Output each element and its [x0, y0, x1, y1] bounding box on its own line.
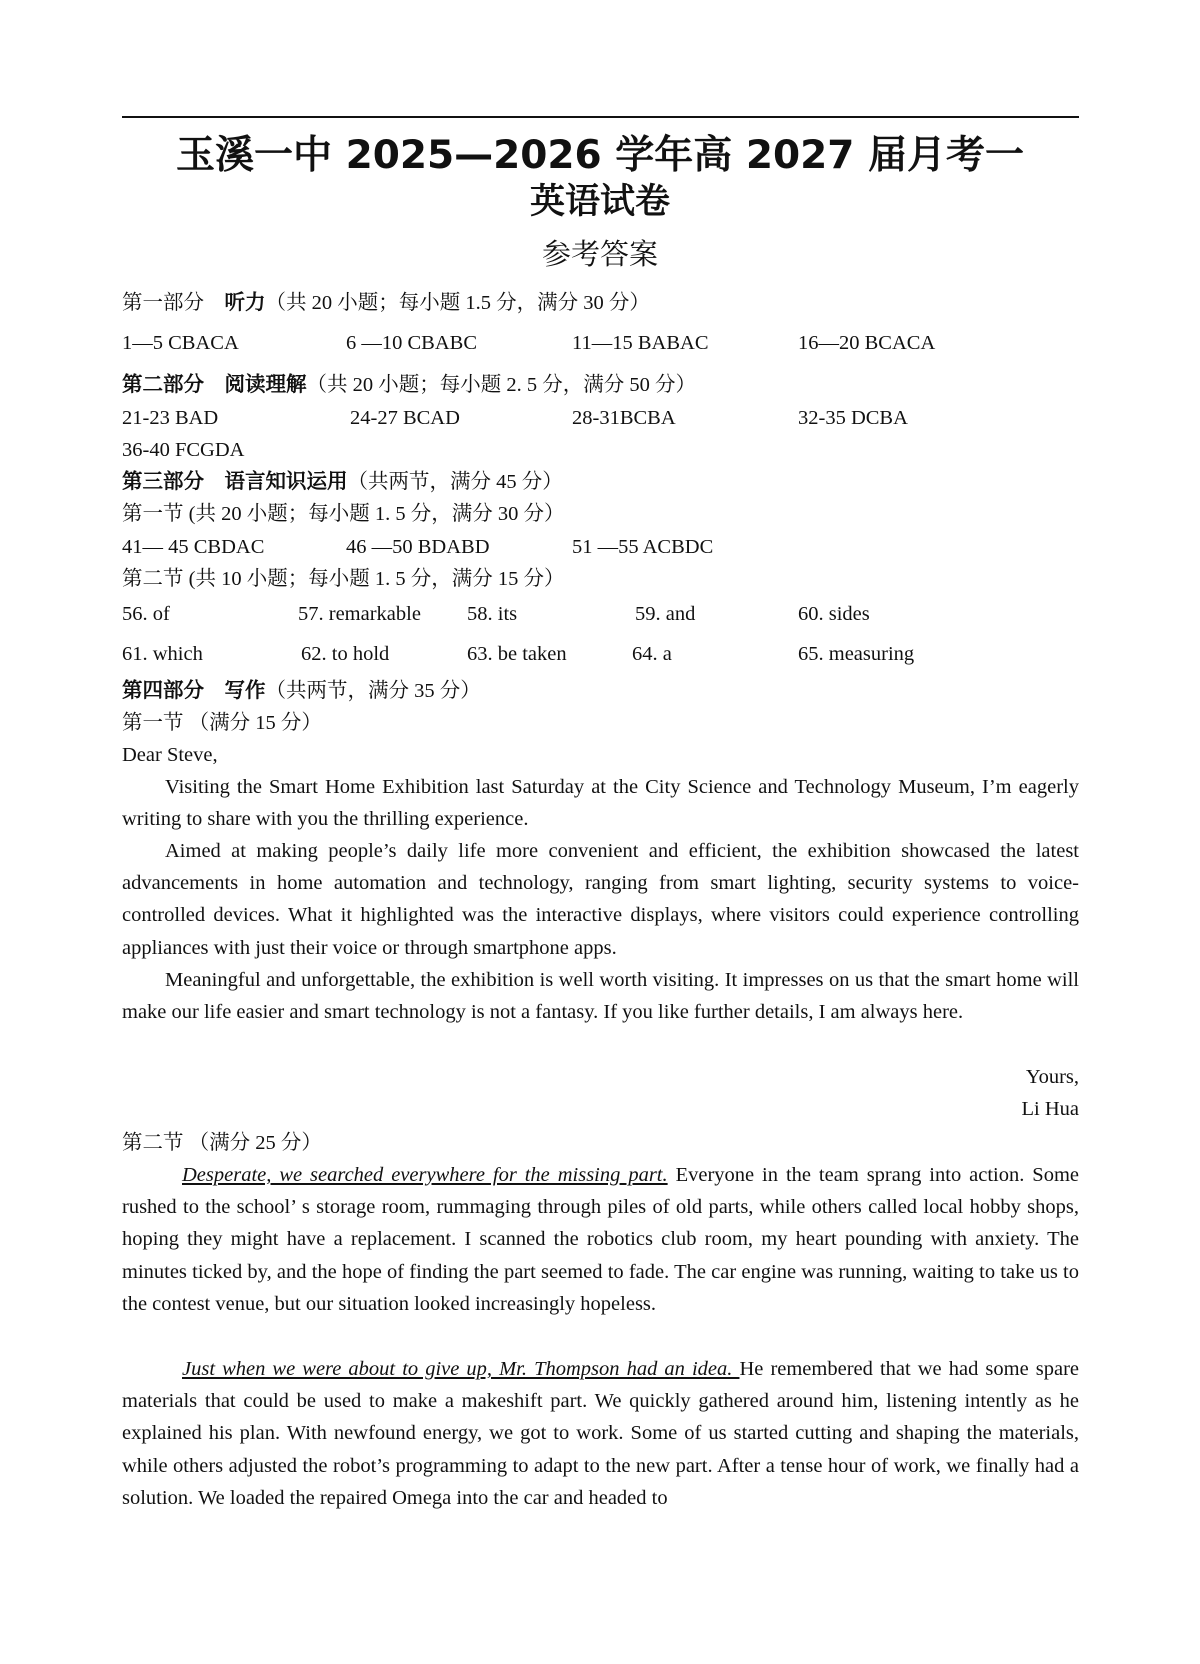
answer-group: 51 —55 ACBDC [572, 536, 714, 558]
fill-answer: 64. a [632, 643, 672, 665]
fill-answer: 56. of [122, 603, 170, 625]
answer-group: 32-35 DCBA [798, 407, 908, 429]
part3-title: 语言知识运用 [224, 471, 348, 493]
part1-title: 听力 [224, 292, 266, 314]
page-subtitle: 英语试卷 [529, 182, 670, 222]
answer-group: 36-40 FCGDA [122, 439, 245, 461]
part4-title: 写作 [224, 680, 266, 702]
answer-group: 28-31BCBA [572, 407, 676, 429]
part3-section2-heading: 第二节 (共 10 小题；每小题 1. 5 分，满分 15 分） [122, 568, 565, 590]
fill-answer: 60. sides [798, 603, 870, 625]
letter-closing: Yours, [1025, 1066, 1079, 1088]
answer-group: 46 —50 BDABD [346, 536, 490, 558]
part4-heading [122, 678, 481, 704]
letter-signature: Li Hua [1021, 1098, 1079, 1120]
answer-group: 21-23 BAD [122, 407, 219, 429]
part2-label: 第二部分 [122, 374, 204, 396]
part4-section2-heading: 第二节 （满分 25 分） [122, 1132, 322, 1154]
letter-paragraph: Visiting the Smart Home Exhibition last Saturday at the City Science and Technology Museum, I’m eagerly writing to share with you the thrilling experience. [122, 776, 1079, 831]
story-opening-sentence: Just when we were about to give up, Mr. Thompson had an idea. [182, 1358, 740, 1380]
answer-group: 1—5 CBACA [122, 332, 239, 354]
part2-detail: （共 20 小题；每小题 2. 5 分，满分 50 分） [306, 374, 696, 396]
part3-heading [122, 469, 563, 495]
answer-group: 6 —10 CBABC [346, 332, 477, 354]
letter-paragraph: Aimed at making people’s daily life more convenient and efficient, the exhibition showcased the latest advancements in home automation and technology, ranging from smart lighting, security systems to voice-controlled devices. What it highlighted was the interactive displays, where visitors could experience controlling appliances with just their voice or through smartphone apps. [122, 840, 1079, 959]
page-title: 玉溪一中 2025—2026 学年高 2027 届月考一 [176, 133, 1024, 178]
letter-salutation: Dear Steve, [122, 744, 218, 766]
story-opening-sentence: Desperate, we searched everywhere for the missing part. [182, 1164, 668, 1186]
answer-group: 11—15 BABAC [572, 332, 709, 354]
story-paragraph [122, 1159, 1079, 1320]
fill-answer: 61. which [122, 643, 203, 665]
fill-answer: 63. be taken [467, 643, 567, 665]
fill-answer: 65. measuring [798, 643, 915, 665]
part1-detail: （共 20 小题；每小题 1.5 分，满分 30 分） [265, 292, 650, 314]
part3-detail: （共两节，满分 45 分） [347, 471, 563, 493]
fill-answer: 58. its [467, 603, 518, 625]
answer-group: 16—20 BCACA [798, 332, 936, 354]
fill-answer: 59. and [635, 603, 696, 625]
part3-label: 第三部分 [122, 471, 204, 493]
letter-paragraph: Meaningful and unforgettable, the exhibition is well worth visiting. It impresses on us that the smart home will make our life easier and smart technology is not a fantasy. If you like further details, I am always here. [122, 969, 1079, 1024]
part4-label: 第四部分 [122, 680, 204, 702]
answer-key-heading: 参考答案 [541, 237, 658, 271]
story-paragraph [122, 1353, 1079, 1514]
fill-answer: 57. remarkable [298, 603, 421, 625]
fill-answer: 62. to hold [301, 643, 390, 665]
answer-group: 24-27 BCAD [350, 407, 460, 429]
part1-label: 第一部分 [122, 292, 204, 314]
part4-detail: （共两节，满分 35 分） [265, 680, 481, 702]
part1-heading [122, 290, 650, 316]
story-paragraph-body: He remembered that we had some spare materials that could be used to make a makeshift part. We quickly gathered around him, listening intently as he explained his plan. With newfound energy, we got to work. Some of us started cutting and shaping the materials, while others adjusted the robot’s programming to adapt to the new part. After a tense hour of work, we finally had a solution. We loaded the repaired Omega into the car and headed to [122, 1358, 1079, 1509]
part4-section1-heading: 第一节 （满分 15 分） [122, 712, 322, 734]
part3-section1-heading: 第一节 (共 20 小题；每小题 1. 5 分，满分 30 分） [122, 503, 565, 525]
part2-heading [122, 372, 696, 398]
top-rule [122, 116, 1079, 118]
answer-group: 41— 45 CBDAC [122, 536, 265, 558]
story-paragraph-body: Everyone in the team sprang into action. Some rushed to the school’ s storage room, rummaging through piles of old parts, while others called local hobby shops, hoping they might have a replacement. I scanned the robotics club room, my heart pounding with anxiety. The minutes ticked by, and the hope of finding the part seemed to fade. The car engine was running, waiting to take us to the contest venue, but our situation looked increasingly hopeless. [122, 1164, 1079, 1315]
part2-title: 阅读理解 [224, 374, 307, 396]
